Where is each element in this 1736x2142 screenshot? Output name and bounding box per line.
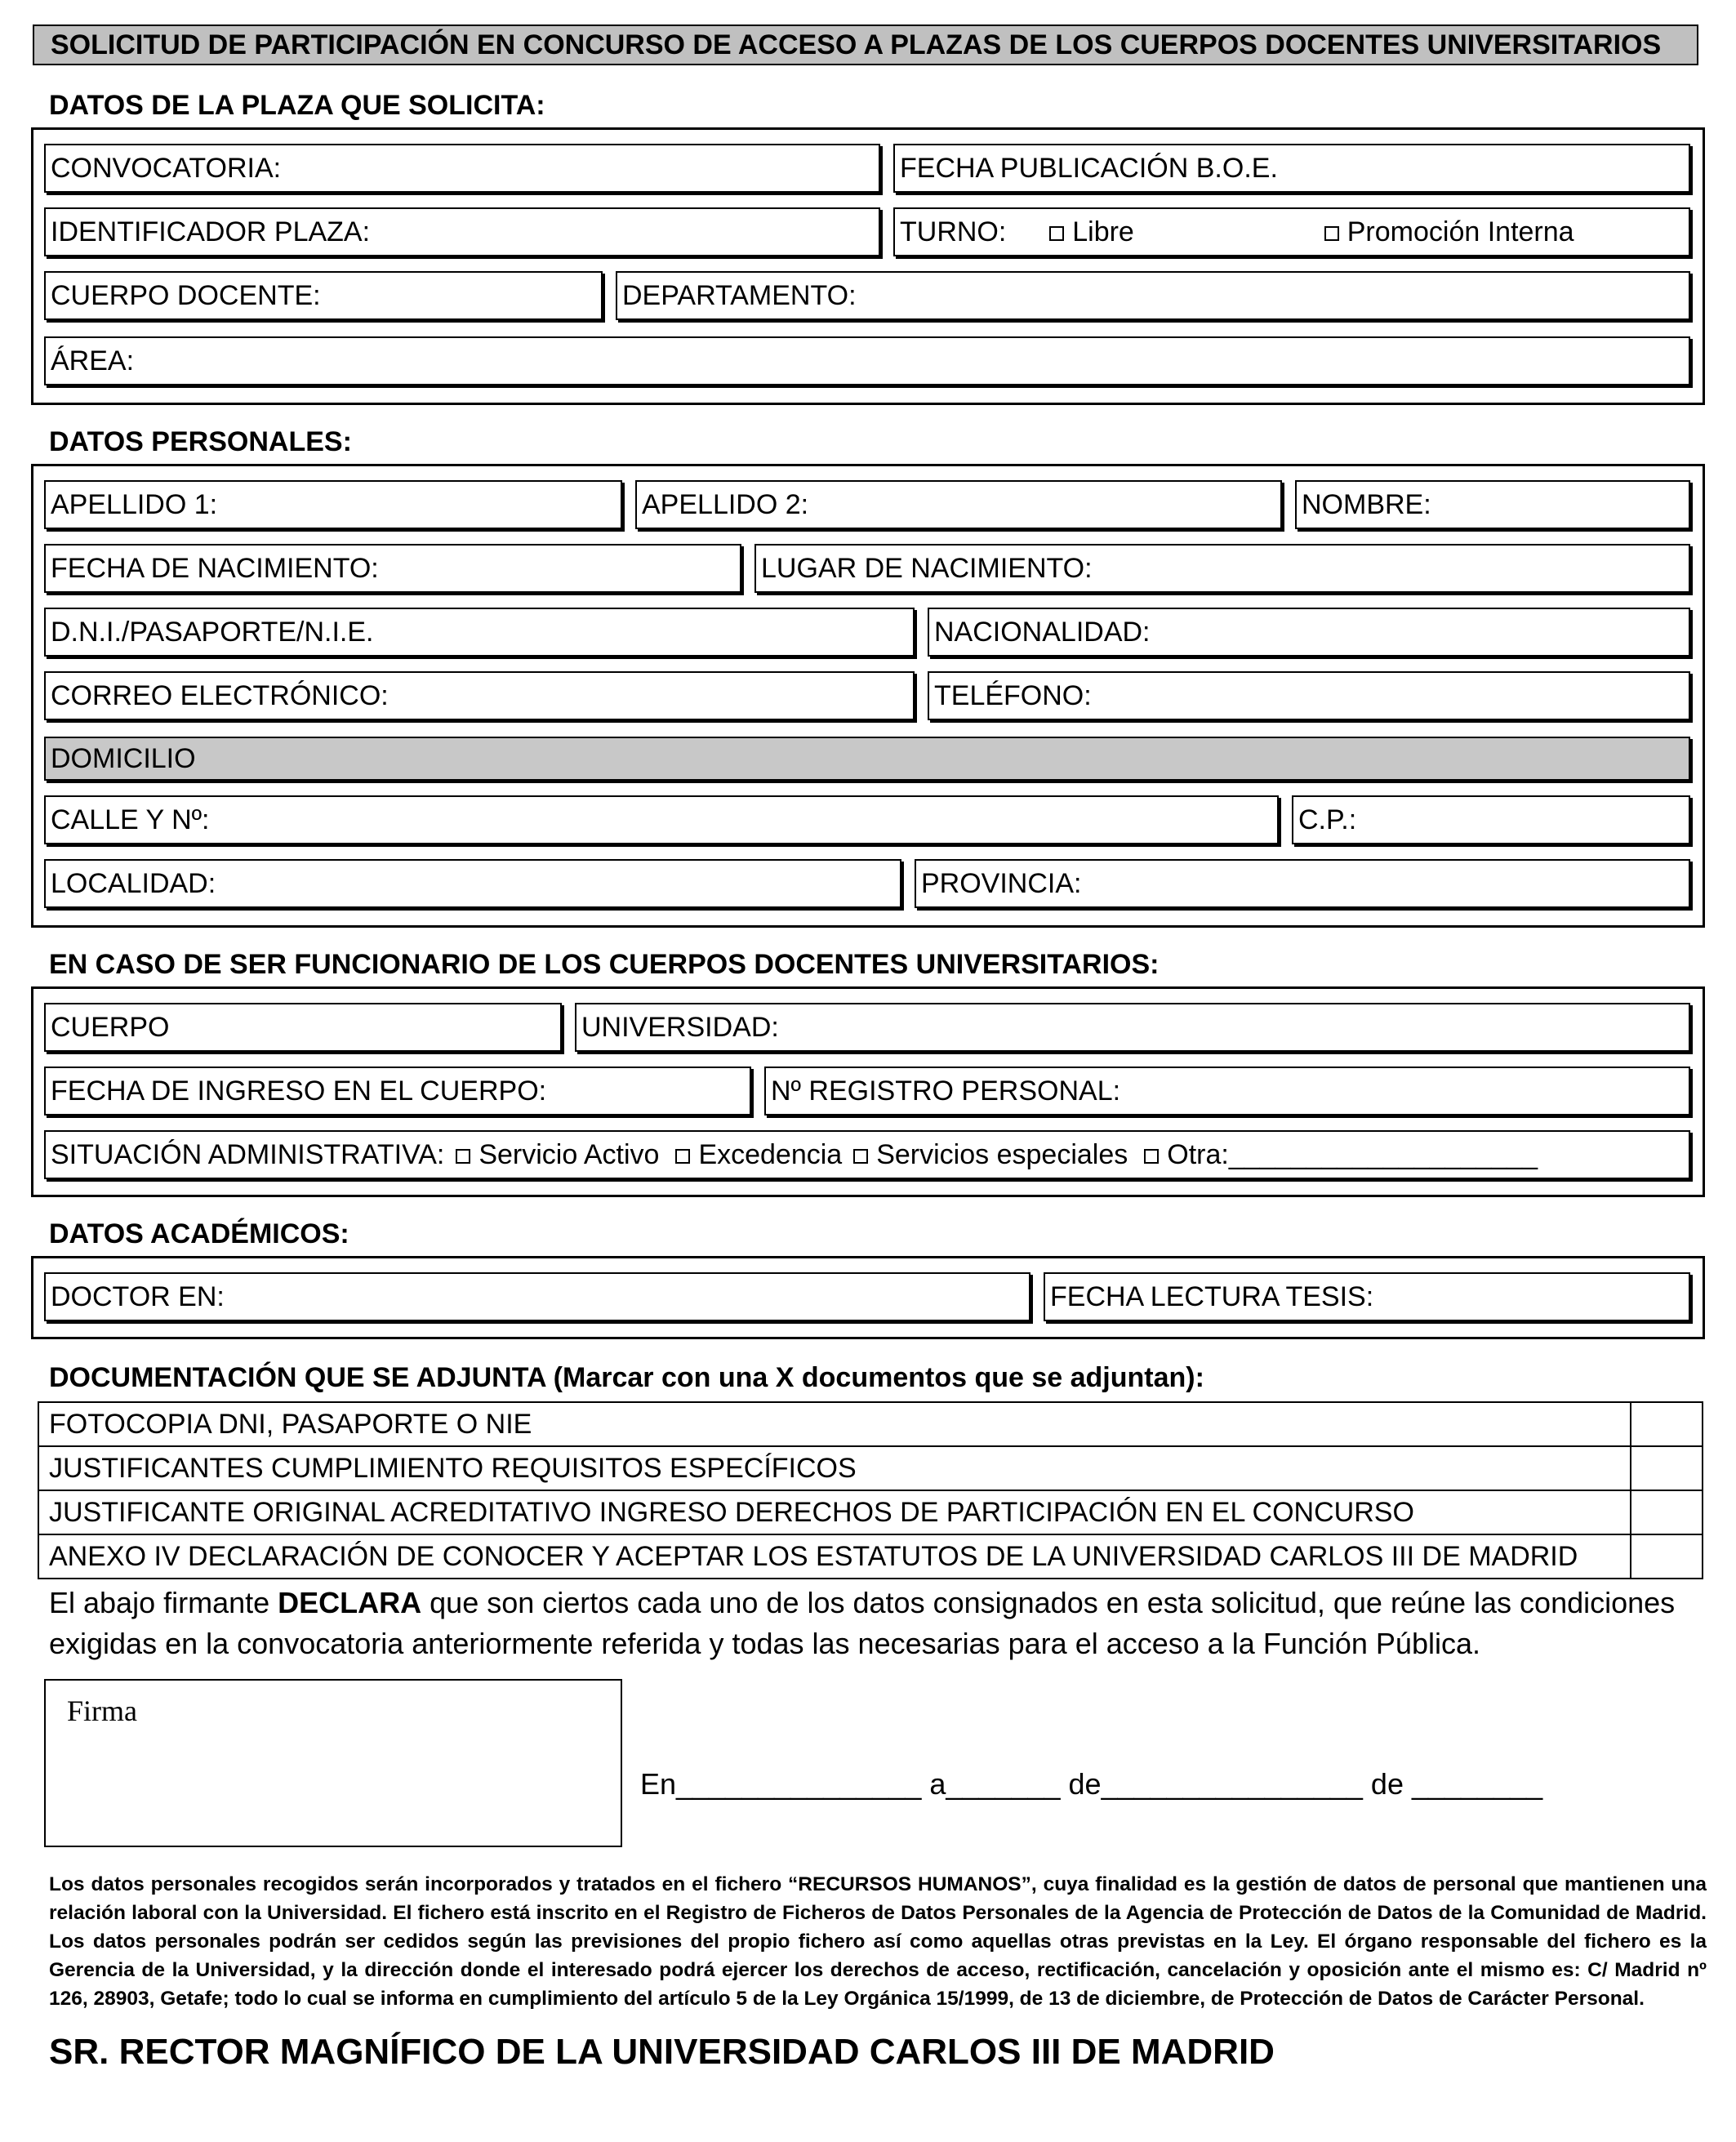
recipient-footer: SR. RECTOR MAGNÍFICO DE LA UNIVERSIDAD CARLOS III DE MADRID bbox=[49, 2032, 1275, 2072]
declaration-prefix: El abajo firmante bbox=[49, 1586, 278, 1619]
apellido2-field[interactable]: APELLIDO 2: bbox=[635, 480, 1282, 529]
universidad-field[interactable]: UNIVERSIDAD: bbox=[575, 1003, 1690, 1052]
apellido1-field[interactable]: APELLIDO 1: bbox=[44, 480, 622, 529]
turno-label: TURNO: bbox=[900, 216, 1007, 247]
fecha-lectura-tesis-field[interactable]: FECHA LECTURA TESIS: bbox=[1044, 1272, 1690, 1321]
area-field[interactable]: ÁREA: bbox=[44, 336, 1690, 385]
section-heading-academicos: DATOS ACADÉMICOS: bbox=[49, 1218, 349, 1249]
turno-field bbox=[893, 207, 1690, 256]
calle-field[interactable]: CALLE Y Nº: bbox=[44, 795, 1279, 844]
localidad-field[interactable]: LOCALIDAD: bbox=[44, 859, 901, 908]
turno-libre-checkbox[interactable] bbox=[1049, 226, 1064, 241]
document-label: FOTOCOPIA DNI, PASAPORTE O NIE bbox=[38, 1402, 1631, 1446]
fecha-nacimiento-field[interactable]: FECHA DE NACIMIENTO: bbox=[44, 544, 741, 593]
section-heading-documentacion: DOCUMENTACIÓN QUE SE ADJUNTA (Marcar con una X documentos que se adjuntan): bbox=[49, 1362, 1204, 1393]
declaration-text bbox=[49, 1583, 1707, 1664]
provincia-field[interactable]: PROVINCIA: bbox=[915, 859, 1690, 908]
servicio-activo-label: Servicio Activo bbox=[479, 1139, 660, 1170]
document-check-box[interactable] bbox=[1631, 1534, 1703, 1579]
servicios-especiales-checkbox[interactable] bbox=[853, 1149, 868, 1164]
table-row bbox=[38, 1446, 1703, 1490]
document-label: JUSTIFICANTES CUMPLIMIENTO REQUISITOS ESPECÍFICOS bbox=[38, 1446, 1631, 1490]
section-heading-funcionario: EN CASO DE SER FUNCIONARIO DE LOS CUERPOS DOCENTES UNIVERSITARIOS: bbox=[49, 949, 1160, 980]
servicio-activo-checkbox[interactable] bbox=[456, 1149, 470, 1164]
document-check-box[interactable] bbox=[1631, 1490, 1703, 1534]
situacion-administrativa-field bbox=[44, 1130, 1690, 1179]
situacion-label: SITUACIÓN ADMINISTRATIVA: bbox=[51, 1139, 445, 1170]
servicios-especiales-label: Servicios especiales bbox=[876, 1139, 1128, 1170]
convocatoria-field[interactable]: CONVOCATORIA: bbox=[44, 144, 880, 193]
form-title: SOLICITUD DE PARTICIPACIÓN EN CONCURSO DE ACCESO A PLAZAS DE LOS CUERPOS DOCENTES UNIVERSITARIOS bbox=[33, 24, 1698, 65]
telefono-field[interactable]: TELÉFONO: bbox=[928, 671, 1690, 720]
excedencia-label: Excedencia bbox=[698, 1139, 843, 1170]
table-row bbox=[38, 1402, 1703, 1446]
document-label: JUSTIFICANTE ORIGINAL ACREDITATIVO INGRESO DERECHOS DE PARTICIPACIÓN EN EL CONCURSO bbox=[38, 1490, 1631, 1534]
otra-label[interactable]: Otra:____________________ bbox=[1167, 1139, 1538, 1170]
nombre-field[interactable]: NOMBRE: bbox=[1295, 480, 1690, 529]
table-row bbox=[38, 1490, 1703, 1534]
departamento-field[interactable]: DEPARTAMENTO: bbox=[616, 271, 1690, 320]
cuerpo-docente-field[interactable]: CUERPO DOCENTE: bbox=[44, 271, 603, 320]
registro-personal-field[interactable]: Nº REGISTRO PERSONAL: bbox=[764, 1067, 1690, 1116]
signature-label: Firma bbox=[67, 1694, 137, 1727]
domicilio-header: DOMICILIO bbox=[44, 737, 1690, 781]
declaration-suffix: que son ciertos cada uno de los datos consignados en esta solicitud, que reúne las condiciones exigidas en la convocatoria anteriormente referida y todas las necesarias para el acceso a la Función Pública. bbox=[49, 1586, 1676, 1660]
nacionalidad-field[interactable]: NACIONALIDAD: bbox=[928, 608, 1690, 657]
data-protection-notice: Los datos personales recogidos serán incorporados y tratados en el fichero “RECURSOS HUMANOS”, cuya finalidad es la gestión de datos de personal que mantienen una relación laboral con la Universidad. El fichero está inscrito en el Registro de Ficheros de Datos Personales de la Agencia de Protección de Datos de la Comunidad de Madrid. Los datos personales podrán ser cedidos según las previsiones del propio fichero así como aquellas otras previstas en la Ley. El órgano responsable del fichero es la Gerencia de la Universidad, y la dirección donde el interesado podrá ejercer los derechos de acceso, rectificación, cancelación y oposición ante el mismo es: C/ Madrid nº 126, 28903, Getafe; todo lo cual se informa en cumplimiento del artículo 5 de la Ley Orgánica 15/1999, de 13 de diciembre, de Protección de Datos de Carácter Personal. bbox=[49, 1873, 1707, 2010]
table-row bbox=[38, 1534, 1703, 1579]
document-check-box[interactable] bbox=[1631, 1446, 1703, 1490]
otra-checkbox[interactable] bbox=[1144, 1149, 1159, 1164]
fecha-boe-field[interactable]: FECHA PUBLICACIÓN B.O.E. bbox=[893, 144, 1690, 193]
doctor-en-field[interactable]: DOCTOR EN: bbox=[44, 1272, 1030, 1321]
declaration-bold: DECLARA bbox=[278, 1586, 422, 1619]
turno-promocion-label: Promoción Interna bbox=[1347, 216, 1574, 247]
fecha-ingreso-field[interactable]: FECHA DE INGRESO EN EL CUERPO: bbox=[44, 1067, 751, 1116]
cuerpo-field[interactable]: CUERPO bbox=[44, 1003, 562, 1052]
correo-field[interactable]: CORREO ELECTRÓNICO: bbox=[44, 671, 915, 720]
turno-promocion-checkbox[interactable] bbox=[1324, 226, 1339, 241]
document-label: ANEXO IV DECLARACIÓN DE CONOCER Y ACEPTAR LOS ESTATUTOS DE LA UNIVERSIDAD CARLOS III DE MADRID bbox=[38, 1534, 1631, 1579]
turno-libre-label: Libre bbox=[1072, 216, 1134, 247]
document-check-box[interactable] bbox=[1631, 1402, 1703, 1446]
identificador-plaza-field[interactable]: IDENTIFICADOR PLAZA: bbox=[44, 207, 880, 256]
section-heading-personales: DATOS PERSONALES: bbox=[49, 426, 352, 457]
cp-field[interactable]: C.P.: bbox=[1292, 795, 1690, 844]
lugar-nacimiento-field[interactable]: LUGAR DE NACIMIENTO: bbox=[754, 544, 1690, 593]
place-date-line[interactable]: En_______________ a_______ de________________ de ________ bbox=[640, 1767, 1543, 1801]
documentacion-table bbox=[38, 1401, 1703, 1579]
section-heading-plaza: DATOS DE LA PLAZA QUE SOLICITA: bbox=[49, 90, 545, 121]
excedencia-checkbox[interactable] bbox=[675, 1149, 690, 1164]
dni-field[interactable]: D.N.I./PASAPORTE/N.I.E. bbox=[44, 608, 915, 657]
signature-box[interactable] bbox=[44, 1679, 622, 1847]
